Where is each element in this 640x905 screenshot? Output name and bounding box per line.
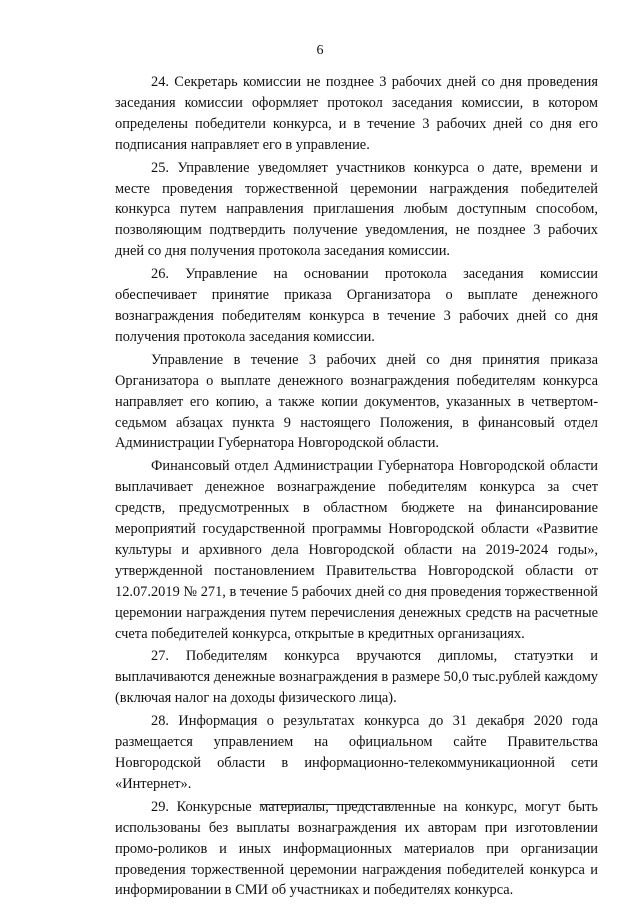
paragraph-24: 24. Секретарь комиссии не позднее 3 рабочих дней со дня проведения заседания комиссии оформляет протокол заседания комиссии, в котором определены победители конкурса, и в течение 3 рабочих дней со дня его подписания направляет его в управление. — [115, 74, 598, 153]
paragraph-26-part-2: Управление в течение 3 рабочих дней со дня принятия приказа Организатора о выплате денежного вознаграждения победителям конкурса направляет его копию, а также копии документов, указанных в четвертом-седьмом абзацах пункта 9 настоящего Положения, в финансовый отдел Администрации Губернатора Новгородской области. — [115, 351, 598, 452]
paragraph-27: 27. Победителям конкурса вручаются дипломы, статуэтки и выплачиваются денежные вознаграждения в размере 50,0 тыс.рублей каждому (включая налог на доходы физического лица). — [115, 648, 598, 707]
paragraph-26: 26. Управление на основании протокола заседания комиссии обеспечивает принятие приказа Организатора о выплате денежного вознаграждения победителям конкурса в течение 3 рабочих дней со дня получения протокола заседания комиссии. — [115, 266, 598, 345]
page-number: 6 — [316, 43, 324, 58]
paragraph-25: 25. Управление уведомляет участников конкурса о дате, времени и месте проведения торжественной церемонии награждения победителей конкурса путем направления приглашения любым доступным способом, позволяющим подтвердить получение уведомления, не позднее 3 рабочих дней со дня получения протокола заседания комиссии. — [115, 159, 598, 260]
paragraph-29: 29. Конкурсные материалы, представленные на конкурс, могут быть использованы без выплаты вознаграждения их авторам при изготовлении промо-роликов и иных информационных материалов при организации проведения торжественной церемонии награждения победителей конкурса и информировании в СМИ об участниках и победителях конкурса. — [115, 798, 598, 899]
paragraph-26-part-3: Финансовый отдел Администрации Губернатора Новгородской области выплачивает денежное вознаграждение победителям конкурса за счет средств, предусмотренных в областном бюджете на финансирование мероприятий государственной программы Новгородской области «Развитие культуры и архивного дела Новгородской области на 2019-2024 годы», утвержденной постановлением Правительства Новгородской области от 12.07.2019 № 271, в течение 5 рабочих дней со дня проведения торжественной церемонии награждения путем перечисления денежных средств на расчетные счета победителей конкурса, открытые в кредитных организациях. — [115, 458, 598, 642]
paragraph-28: 28. Информация о результатах конкурса до 31 декабря 2020 года размещается управлением на официальном сайте Правительства Новгородской области в информационно-телекоммуникационной сети «Интернет». — [115, 713, 598, 792]
document-body — [115, 72, 598, 903]
end-divider-line — [260, 804, 400, 805]
